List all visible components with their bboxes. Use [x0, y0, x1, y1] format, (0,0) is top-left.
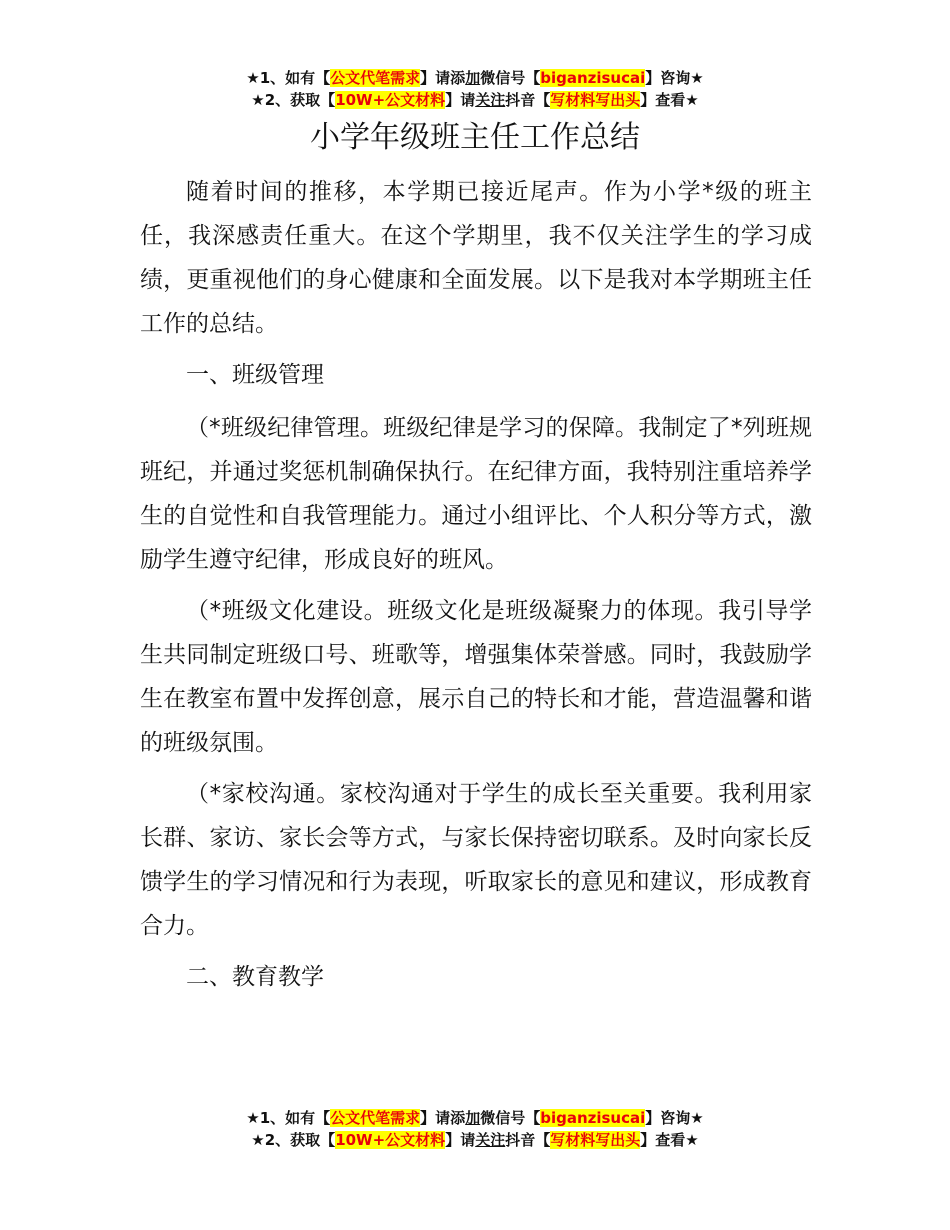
banner-text: ★2、获取【: [251, 91, 336, 109]
section-heading-1: 一、班级管理: [186, 362, 324, 388]
banner-underlined: 加: [465, 1109, 481, 1127]
banner-highlight: biganzisucai: [540, 1109, 646, 1127]
banner-text: ★1、如有【: [246, 69, 331, 87]
banner-text: 】请: [445, 91, 476, 109]
paragraph-culture: （*班级文化建设。班级文化是班级凝聚力的体现。我引导学生共同制定班级口号、班歌等，增强集体荣誉感。同时，我鼓励学生在教室布置中发挥创意，展示自己的特长和才能，营造温馨和谐的班级氛围。: [140, 598, 812, 756]
paragraph-discipline: （*班级纪律管理。班级纪律是学习的保障。我制定了*列班规班纪，并通过奖惩机制确保执行。在纪律方面，我特别注重培养学生的自觉性和自我管理能力。通过小组评比、个人积分等方式，激励学生遵守纪律，形成良好的班风。: [140, 415, 812, 573]
banner-highlight: 写材料写出头: [550, 91, 641, 109]
document-body: [140, 170, 812, 1008]
banner-underlined: 关注: [475, 91, 506, 109]
banner-text: 抖音【: [505, 1131, 551, 1149]
top-banner: [0, 67, 950, 111]
banner-text: 】请添: [420, 1109, 466, 1127]
banner-text: 微信号【: [480, 69, 541, 87]
banner-text: 】请添: [420, 69, 466, 87]
banner-text: 】请: [445, 1131, 476, 1149]
banner-text: 】查看★: [640, 1131, 699, 1149]
banner-highlight: 公文代笔需求: [330, 69, 421, 87]
banner-line-1: [0, 67, 950, 89]
banner-underlined: 关注: [475, 1131, 506, 1149]
paragraph-home-school: （*家校沟通。家校沟通对于学生的成长至关重要。我利用家长群、家访、家长会等方式，与家长保持密切联系。及时向家长反馈学生的学习情况和行为表现，听取家长的意见和建议，形成教育合力。: [140, 781, 812, 939]
banner-text: 微信号【: [480, 1109, 541, 1127]
banner-highlight: 10W+公文材料: [335, 1131, 446, 1149]
banner-highlight: 写材料写出头: [550, 1131, 641, 1149]
intro-paragraph: 随着时间的推移，本学期已接近尾声。作为小学*级的班主任，我深感责任重大。在这个学期里，我不仅关注学生的学习成绩，更重视他们的身心健康和全面发展。以下是我对本学期班主任工作的总结。: [140, 179, 812, 337]
page-title: 小学年级班主任工作总结: [310, 120, 640, 155]
banner-text: 】咨询★: [645, 1109, 704, 1127]
banner-line-2: [0, 89, 950, 111]
section-heading-2: 二、教育教学: [186, 964, 324, 990]
banner-text: ★2、获取【: [251, 1131, 336, 1149]
banner-line-2: [0, 1129, 950, 1151]
bottom-banner: [0, 1107, 950, 1151]
banner-underlined: 加: [465, 69, 481, 87]
banner-text: 抖音【: [505, 91, 551, 109]
banner-highlight: 公文代笔需求: [330, 1109, 421, 1127]
banner-highlight: 10W+公文材料: [335, 91, 446, 109]
banner-text: ★1、如有【: [246, 1109, 331, 1127]
banner-text: 】查看★: [640, 91, 699, 109]
banner-line-1: [0, 1107, 950, 1129]
banner-text: 】咨询★: [645, 69, 704, 87]
banner-highlight: biganzisucai: [540, 69, 646, 87]
